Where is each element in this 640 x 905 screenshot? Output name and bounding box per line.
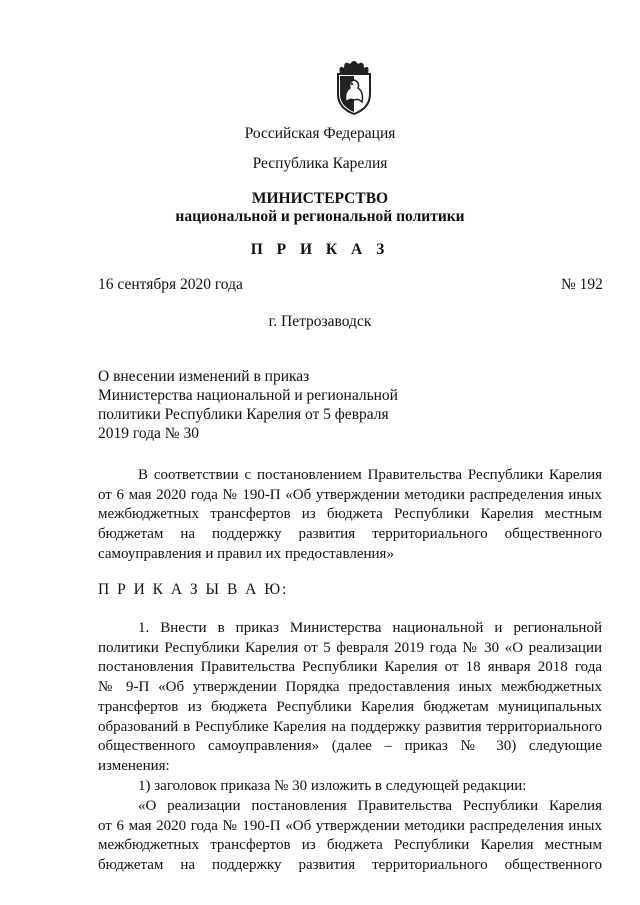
quote-paragraph [98, 797, 602, 876]
quote-line: «О реализации постановления Правительства Республики Карелия [138, 798, 602, 814]
preamble-line: межбюджетных трансфертов из бюджета Республики Карелия местным [98, 506, 602, 523]
preamble-line: от 6 мая 2020 года № 190-П «Об утверждении методики распределения иных [98, 486, 602, 503]
quote-line: от 6 мая 2020 года № 190-П «Об утверждении методики распределения иных [98, 817, 602, 834]
item-1-line: образований в Республике Карелия на поддержку развития территориального [98, 718, 602, 735]
preamble-line: В соответствии с постановлением Правительства Республики Карелия [138, 467, 602, 483]
item-1-line: изменения: [98, 757, 170, 774]
preamble-paragraph [98, 466, 602, 565]
document-date: 16 сентября 2020 года [98, 276, 243, 293]
subject-line: Министерства национальной и региональной [98, 387, 398, 404]
preamble-line: самоуправления и правил их предоставления» [98, 545, 394, 562]
item-1-line: 1. Внести в приказ Министерства национальной и региональной [138, 620, 602, 636]
ministry-subtitle: национальной и региональной политики [175, 208, 465, 225]
quote-line: межбюджетных трансфертов из бюджета Республики Карелия местным [98, 837, 602, 854]
item-1-line: трансфертов из бюджета Республики Карелия бюджетам муниципальных [98, 698, 602, 715]
sub-item-1 [98, 777, 602, 797]
document-city: г. Петрозаводск [268, 313, 372, 330]
document-type: П Р И К А З [250, 241, 390, 258]
subject-line: О внесении изменений в приказ [98, 368, 310, 385]
document-number: № 192 [561, 276, 603, 293]
item-1-line: политики Республики Карелия от 5 февраля 2019 года № 30 «О реализации [98, 639, 602, 656]
karelia-coat-of-arms-icon [332, 58, 376, 116]
ministry-title: МИНИСТЕРСТВО [251, 190, 389, 207]
document-subject [98, 367, 398, 443]
country-name: Российская Федерация [244, 125, 396, 142]
subject-line: политики Республики Карелия от 5 февраля [98, 406, 389, 423]
sub-item-1-line: 1) заголовок приказа № 30 изложить в следующей редакции: [138, 778, 527, 794]
region-name: Республика Карелия [252, 155, 388, 172]
item-1-line: № 9-П «Об утверждении Порядка предоставления иных межбюджетных [98, 679, 602, 696]
subject-line: 2019 года № 30 [98, 425, 199, 442]
quote-line: бюджетам на поддержку развития территориального общественного [98, 857, 602, 874]
order-heading: П Р И К А З Ы В А Ю: [98, 581, 289, 598]
preamble-line: бюджетам на поддержку развития территориального общественного [98, 526, 602, 543]
item-1-paragraph [98, 619, 602, 777]
item-1-line: общественного самоуправления» (далее – приказ № 30) следующие [98, 738, 602, 755]
item-1-line: постановления Правительства Республики Карелия от 18 января 2018 года [98, 659, 602, 676]
